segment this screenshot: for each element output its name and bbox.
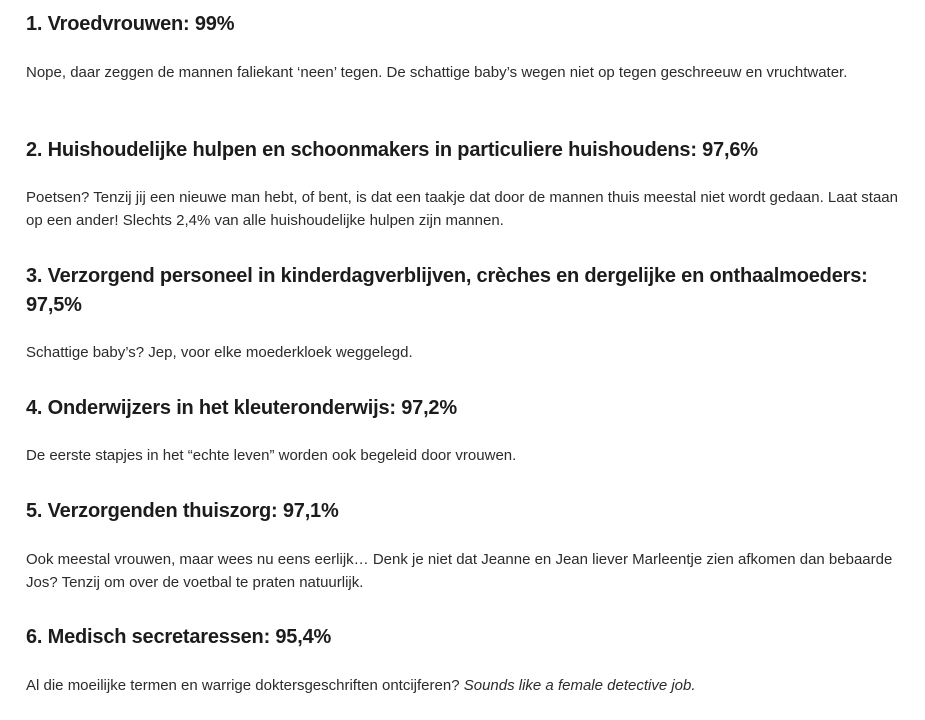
item-heading: 3. Verzorgend personeel in kinderdagverblijven, crèches en dergelijke en onthaalmoeders: 97,5% (26, 265, 868, 316)
item-body: Poetsen? Tenzij jij een nieuwe man hebt, of bent, is dat een taakje dat door de mannen thuis meestal niet wordt gedaan. Laat staan op een ander! Slechts 2,4% van alle huishoudelijke hulpen zijn mannen. (26, 189, 898, 229)
item-body (26, 674, 906, 697)
item-heading: 2. Huishoudelijke hulpen en schoonmakers in particuliere huishoudens: 97,6% (26, 139, 758, 161)
item-body: Nope, daar zeggen de mannen faliekant ‘neen’ tegen. De schattige baby’s wegen niet op tegen geschreeuw en vruchtwater. (26, 64, 848, 81)
item-heading: 1. Vroedvrouwen: 99% (26, 13, 235, 35)
list-item-6 (26, 623, 906, 694)
list-item-3 (26, 262, 906, 361)
list-item-1 (26, 10, 906, 81)
list-item-5 (26, 497, 906, 591)
item-heading: 6. Medisch secretaressen: 95,4% (26, 626, 332, 648)
list-item-4 (26, 394, 906, 464)
item-body-italic: Sounds like a female detective job. (463, 677, 696, 694)
item-heading: 4. Onderwijzers in het kleuteronderwijs: 97,2% (26, 397, 457, 419)
item-body: Ook meestal vrouwen, maar wees nu eens eerlijk… Denk je niet dat Jeanne en Jean liever Marleentje zien afkomen dan bebaarde Jos? Tenzij om over de voetbal te praten natuurlijk. (26, 551, 893, 591)
list-item-2 (26, 136, 906, 229)
item-heading: 5. Verzorgenden thuiszorg: 97,1% (26, 500, 339, 522)
item-body: De eerste stapjes in het “echte leven” worden ook begeleid door vrouwen. (26, 447, 517, 464)
item-body: Schattige baby’s? Jep, voor elke moederkloek weggelegd. (26, 344, 413, 361)
item-body-text: Al die moeilijke termen en warrige doktersgeschriften ontcijferen? (26, 677, 464, 694)
